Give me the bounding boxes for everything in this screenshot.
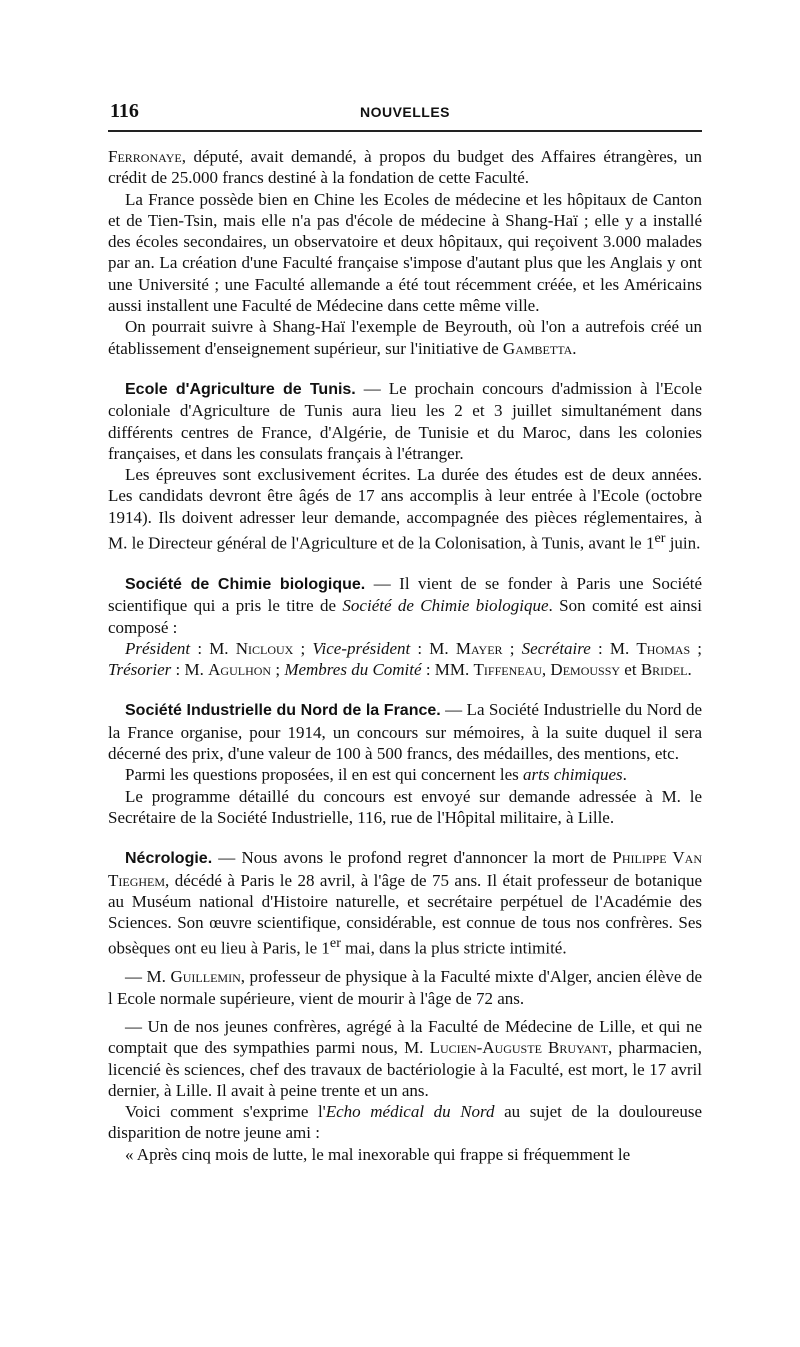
chimie-officers: Président : M. Nicloux ; Vice-président : M. Mayer ; Secrétaire : M. Thomas ; Trésorier : M. Agulhon ; Membres du Comité : MM. Tiffeneau, Demoussy et Bridel.	[108, 638, 703, 680]
section-agriculture	[108, 378, 702, 554]
section-title: Société Industrielle du Nord de la France.	[125, 702, 441, 720]
section-necrologie	[108, 847, 702, 1165]
industrielle-paragraph-3: Le programme détaillé du concours est envoyé sur demande adressée à M. le Secrétaire de la Société Industrielle, 116, rue de l'Hôpital militaire, à Lille.	[108, 786, 702, 827]
necrologie-quote: « Après cinq mois de lutte, le mal inexorable qui frappe si fréquemment le	[125, 1144, 631, 1164]
person-name: Lucien-Auguste Bruyant	[429, 1038, 609, 1058]
necrologie-paragraph-1: Nécrologie. — Nous avons le profond regret d'annoncer la mort de Philippe Van Tieghem, décédé à Paris le 28 avril, à l'âge de 75 ans. Il était professeur de botanique au Muséum national d'Histoire naturelle, et secrétaire perpétuel de l'Académie des Sciences. Son œuvre scientifique, considérable, est connue de tous nos confrères. Ses obsèques ont eu lieu à Paris, le 1er mai, dans la plus stricte intimité.	[108, 848, 702, 959]
intro-paragraph-3: On pourrait suivre à Shang-Haï l'exemple de Beyrouth, où l'on a autrefois créé un établissement d'enseignement supérieur, sur l'initiative de Gambetta.	[108, 317, 702, 358]
agriculture-paragraph-2: Les épreuves sont exclusivement écrites. La durée des études est de deux années. Les candidats devront être âgés de 17 ans accomplis à leur entrée à l'Ecole (octobre 1914). Ils doivent adresser leur demande, accompagnée des pièces réglementaires, à M. le Directeur général de l'Agriculture et de la Colonisation, à Tunis, avant le 1er juin.	[108, 465, 702, 553]
industrielle-paragraph-1: Société Industrielle du Nord de la France. — La Société Industrielle du Nord de la France organise, pour 1914, un concours sur mémoires, à la suite duquel il sera décerné des prix, d'une valeur de 100 à 500 francs, des médailles, des mentions, etc.	[108, 700, 703, 764]
section-title: Nécrologie.	[125, 850, 213, 868]
person-name: Guillemin	[170, 967, 241, 987]
section-chimie	[108, 573, 702, 680]
person-name: Gambetta	[502, 338, 573, 358]
intro-paragraph-1: Ferronaye, député, avait demandé, à propos du budget des Affaires étrangères, un crédit de 25.000 francs destiné à la fondation de cette Faculté.	[108, 147, 702, 188]
body-text	[108, 146, 702, 1165]
page-header	[110, 100, 700, 124]
page-number: 116	[110, 100, 139, 122]
chimie-paragraph-1: Société de Chimie biologique. — Il vient de se fonder à Paris une Société scientifique qui a pris le titre de Société de Chimie biologique. Son comité est ainsi composé :	[108, 574, 703, 637]
necrologie-paragraph-4: Voici comment s'exprime l'Echo médical du Nord au sujet de la douloureuse disparition de notre jeune ami :	[108, 1102, 702, 1143]
necrologie-paragraph-3: — Un de nos jeunes confrères, agrégé à la Faculté de Médecine de Lille, et qui ne comptait que des sympathies parmi nous, M. Lucien-Auguste Bruyant, pharmacien, licencié ès sciences, chef des travaux de bactériologie à la Faculté, est mort, le 17 avril dernier, à Lille. Il avait à peine trente et un ans.	[108, 1017, 702, 1100]
person-name: Ferronaye	[108, 147, 182, 166]
intro-paragraph-2: La France possède bien en Chine les Ecoles de médecine et les hôpitaux de Canton et de Tien-Tsin, mais elle n'a pas d'école de médecine à Shang-Haï ; elle y a installé des écoles secondaires, un observatoire et deux hôpitaux, qui reçoivent 3.000 malades par an. La création d'une Faculté française s'impose d'autant plus que les Anglais y ont une Université ; une Faculté allemande a été tout récemment créée, et les Américains aussi installent une Faculté de Médecine dans cette même ville.	[108, 189, 702, 316]
section-title: Société de Chimie biologique.	[125, 576, 366, 593]
industrielle-paragraph-2: Parmi les questions proposées, il en est qui concernent les arts chimiques.	[125, 765, 627, 785]
running-head: NOUVELLES	[359, 104, 451, 120]
agriculture-paragraph-1: Ecole d'Agriculture de Tunis. — Le prochain concours d'admission à l'Ecole coloniale d'Agriculture de Tunis aura lieu les 2 et 3 juillet simultanément dans différents centres de France, d'Algérie, de Tunisie et du Maroc, dans les colonies françaises, et dans les consulats français à l'étranger.	[108, 378, 703, 463]
necrologie-paragraph-2: — M. Guillemin, professeur de physique à la Faculté mixte d'Alger, ancien élève de l Ecole normale supérieure, vient de mourir à l'âge de 72 ans.	[108, 967, 702, 1008]
person-name: Philippe Van Tieghem	[108, 848, 702, 890]
section-title: Ecole d'Agriculture de Tunis.	[125, 380, 356, 398]
header-rule	[108, 130, 702, 132]
section-industrielle	[108, 699, 702, 828]
